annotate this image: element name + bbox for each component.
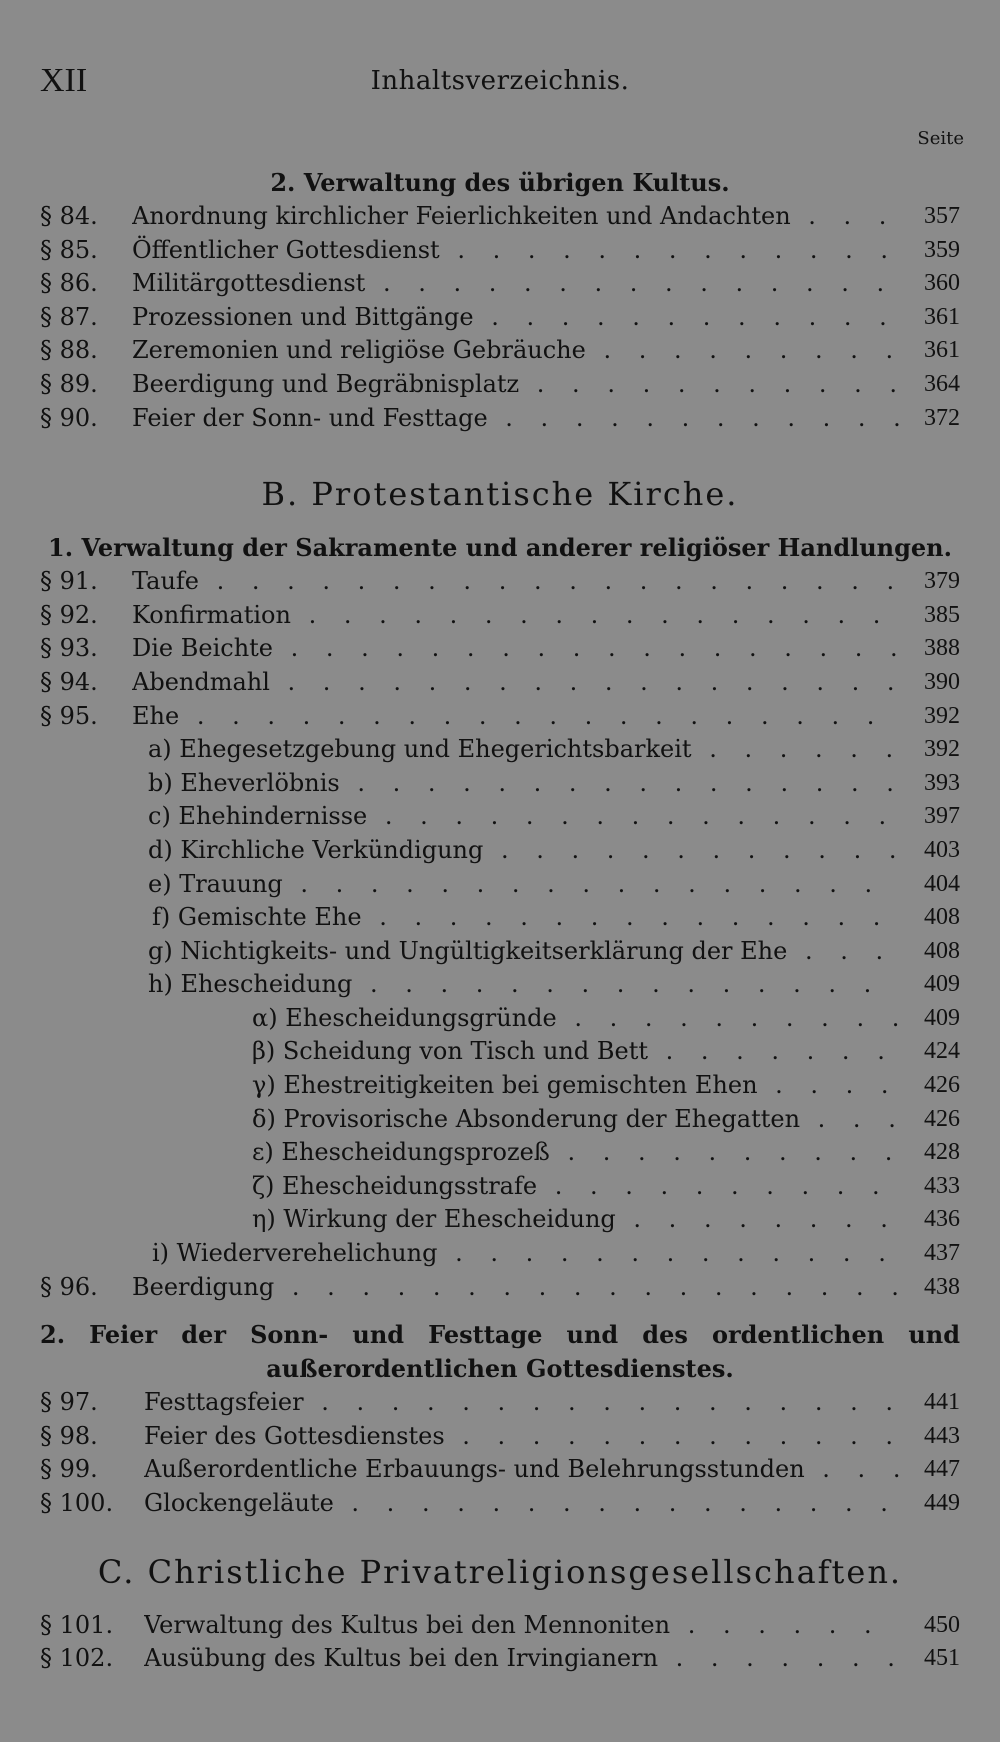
toc-entry (40, 1420, 960, 1454)
entry-title: h) Ehescheidung . . . (148, 968, 900, 1002)
toc-entry (40, 700, 960, 734)
toc-entry (40, 267, 960, 301)
paragraph-number: § 84. (40, 202, 98, 230)
toc-entry (40, 200, 960, 234)
page-ref: 397 (924, 803, 960, 830)
entry-title: Außerordentliche Erbauungs- und Belehrungsstunden . . . (144, 1453, 900, 1487)
entry-title: δ) Provisorische Absonderung der Ehegatten . . . (252, 1103, 900, 1137)
toc-entry (40, 334, 960, 368)
entry-title: Öffentlicher Gottesdienst . . . (132, 234, 900, 268)
entry-title: Abendmahl . . . (132, 666, 900, 700)
page-ref: 424 (924, 1038, 960, 1065)
page-number: XII (40, 62, 88, 99)
entry-title: Ehe . . . (132, 700, 900, 734)
paragraph-number: § 94. (40, 667, 98, 696)
toc-entry (40, 632, 960, 666)
running-title: Inhaltsverzeichnis. (370, 66, 630, 96)
page-ref: 450 (924, 1611, 960, 1638)
table-of-contents (40, 166, 960, 1676)
entry-title: Die Beichte . . . (132, 632, 900, 666)
page-ref: 392 (924, 736, 960, 763)
entry-title: e) Trauung . . . (148, 868, 900, 902)
page-ref: 393 (924, 769, 960, 796)
entry-title: c) Ehehindernisse . . . (148, 800, 900, 834)
toc-entry (40, 402, 960, 436)
entry-title: Zeremonien und religiöse Gebräuche . . . (132, 334, 900, 368)
page-ref: 404 (924, 870, 960, 897)
toc-list (40, 1386, 960, 1520)
page-ref: 360 (924, 270, 960, 297)
page-ref: 409 (924, 1004, 960, 1031)
page-ref: 451 (924, 1645, 960, 1672)
page-ref: 388 (924, 635, 960, 662)
entry-title: Konfirmation . . . (132, 599, 900, 633)
paragraph-number: § 89. (40, 369, 98, 398)
toc-entry (40, 234, 960, 268)
toc-entry (40, 1453, 960, 1487)
entry-title: i) Wiederverehelichung . . . (152, 1237, 900, 1271)
entry-title: g) Nichtigkeits- und Ungültigkeitserklärung der Ehe . . . (148, 935, 900, 969)
page-ref: 359 (924, 236, 960, 263)
paragraph-number: § 100. (40, 1489, 114, 1517)
entry-title: Militärgottesdienst . . . (132, 267, 900, 301)
toc-subentry (40, 968, 960, 1002)
page-ref: 361 (924, 337, 960, 364)
entry-title: Beerdigung und Begräbnisplatz . . . (132, 368, 900, 402)
toc-subentry (40, 935, 960, 969)
entry-title: Taufe . . . (132, 565, 900, 599)
entry-title: ζ) Ehescheidungsstrafe . . . (252, 1170, 900, 1204)
toc-list (40, 1609, 960, 1676)
page-ref: 433 (924, 1172, 960, 1199)
toc-subentry (40, 800, 960, 834)
paragraph-number: § 101. (40, 1610, 114, 1639)
entry-title: Anordnung kirchlicher Feierlichkeiten und Andachten . . . (132, 200, 900, 234)
page-ref: 409 (924, 971, 960, 998)
toc-subentry (40, 868, 960, 902)
page-ref: 428 (924, 1139, 960, 1166)
page-ref: 436 (924, 1206, 960, 1233)
paragraph-number: § 96. (40, 1272, 98, 1301)
paragraph-number: § 87. (40, 302, 98, 331)
page-ref: 441 (924, 1389, 960, 1416)
toc-list (40, 200, 960, 435)
entry-title: Ausübung des Kultus bei den Irvingianern . . . (144, 1642, 900, 1676)
page-ref: 357 (924, 203, 960, 229)
paragraph-number: § 91. (40, 567, 98, 596)
page-ref: 361 (924, 303, 960, 330)
entry-title: d) Kirchliche Verkündigung . . . (148, 834, 900, 868)
toc-subsubentry (40, 1136, 960, 1170)
entry-title: a) Ehegesetzgebung und Ehegerichtsbarkeit . . . (148, 733, 900, 767)
entry-title: Feier des Gottesdienstes . . . (144, 1420, 900, 1454)
toc-entry (40, 1271, 960, 1305)
page-ref: 426 (924, 1105, 960, 1132)
paragraph-number: § 95. (40, 701, 98, 730)
entry-title: Glockengeläute . . . (144, 1487, 900, 1521)
toc-entry (40, 1487, 960, 1521)
paragraph-number: § 88. (40, 336, 98, 365)
page-ref: 408 (924, 904, 960, 931)
paragraph-number: § 85. (40, 235, 98, 264)
page-column-label: Seite (917, 128, 964, 149)
part-title: C. Christliche Privatreligionsgesellschaften. (97, 1552, 903, 1591)
entry-title: b) Eheverlöbnis . . . (148, 767, 900, 801)
page-ref: 408 (924, 937, 960, 964)
paragraph-number: § 99. (40, 1455, 98, 1484)
toc-subsubentry (40, 1035, 960, 1069)
paragraph-number: § 86. (40, 269, 98, 298)
page-ref: 437 (924, 1240, 960, 1267)
page-ref: 372 (924, 404, 960, 431)
paragraph-number: § 98. (40, 1421, 98, 1450)
paragraph-number: § 97. (40, 1388, 98, 1417)
page-ref: 438 (924, 1273, 960, 1300)
page-ref: 443 (924, 1422, 960, 1449)
toc-entry (40, 599, 960, 633)
section-heading: 2. Verwaltung des übrigen Kultus. (270, 168, 730, 197)
toc-subsubentry (40, 1069, 960, 1103)
paragraph-number: § 102. (40, 1644, 114, 1673)
page-ref: 364 (924, 370, 960, 397)
toc-entry (40, 1386, 960, 1420)
entry-title: ε) Ehescheidungsprozeß . . . (252, 1136, 900, 1170)
entry-title: f) Gemischte Ehe . . . (152, 901, 900, 935)
toc-entry (40, 1642, 960, 1676)
page-ref: 449 (924, 1490, 960, 1516)
section-heading: 1. Verwaltung der Sakramente und anderer religiöser Handlungen. (48, 533, 952, 563)
entry-title: η) Wirkung der Ehescheidung . . . (252, 1203, 900, 1237)
page-ref: 392 (924, 702, 960, 729)
toc-entry (40, 666, 960, 700)
part-title: B. Protestantische Kirche. (261, 475, 739, 514)
page-ref: 379 (924, 568, 960, 595)
toc-entry (40, 368, 960, 402)
toc-subsubentry (40, 1103, 960, 1137)
entry-title: β) Scheidung von Tisch und Bett . . . (252, 1035, 900, 1069)
toc-subsubentry (40, 1170, 960, 1204)
section-heading: 2. Feier der Sonn- und Festtage und des ordentlichen und außerordentlichen Gottesdienstes. (40, 1320, 960, 1384)
paragraph-number: § 92. (40, 600, 98, 629)
paragraph-number: § 93. (40, 634, 98, 663)
toc-entry (40, 301, 960, 335)
toc-subentry (40, 733, 960, 767)
toc-subentry (40, 901, 960, 935)
page-ref: 390 (924, 668, 960, 695)
page-header (40, 62, 960, 102)
toc-entry (40, 565, 960, 599)
toc-entry (40, 1609, 960, 1643)
entry-title: Prozessionen und Bittgänge . . . (132, 301, 900, 335)
toc-subentry (40, 1237, 960, 1271)
page-ref: 385 (924, 601, 960, 628)
entry-title: Beerdigung . . . (132, 1271, 900, 1305)
page-ref: 426 (924, 1072, 960, 1099)
entry-title: γ) Ehestreitigkeiten bei gemischten Ehen . . . (252, 1069, 900, 1103)
entry-title: Verwaltung des Kultus bei den Mennoniten . . . (144, 1609, 900, 1643)
toc-list (40, 565, 960, 1304)
toc-subentry (40, 767, 960, 801)
page-ref: 403 (924, 836, 960, 863)
entry-title: Festtagsfeier . . . (144, 1386, 900, 1420)
page-ref: 447 (924, 1456, 960, 1483)
entry-title: α) Ehescheidungsgründe . . . (252, 1002, 900, 1036)
toc-subsubentry (40, 1203, 960, 1237)
paragraph-number: § 90. (40, 403, 98, 432)
entry-title: Feier der Sonn- und Festtage . . . (132, 402, 900, 436)
toc-subsubentry (40, 1002, 960, 1036)
toc-subentry (40, 834, 960, 868)
